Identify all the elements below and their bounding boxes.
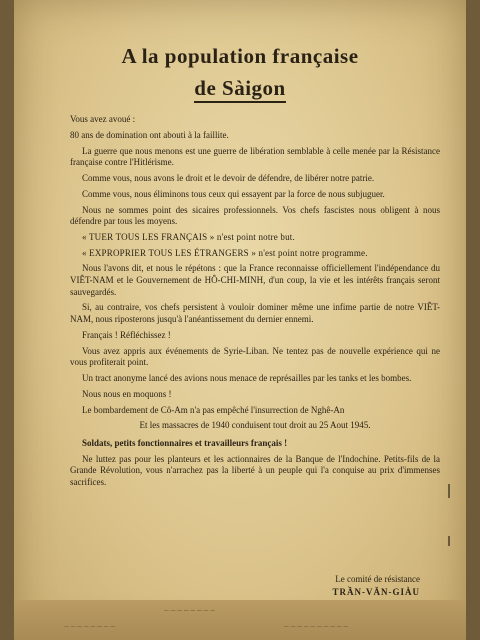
signature-committee: Le comité de résistance — [335, 574, 420, 584]
paragraph: Vous avez appris aux événements de Syrie-Liban. Ne tentez pas de nouvelle expérience qui ne vous profiterait point. — [70, 345, 440, 368]
margin-mark — [448, 536, 450, 546]
poster-footer-strip — [14, 600, 466, 640]
appeal-heading: Soldats, petits fonctionnaires et travailleurs français ! — [82, 437, 288, 448]
paragraph: Nous ne sommes point des sicaires professionnels. Vos chefs fascistes nous obligent à nous défendre par tous les moyens. — [70, 204, 440, 227]
paragraph: La guerre que nous menons est une guerre de libération semblable à celle menée par la Résistance française contre l'Hitlérisme. — [70, 145, 440, 168]
paragraph: Vous avez avoué : — [70, 114, 136, 124]
appeal-text: Ne luttez pas pour les planteurs et les actionnaires de la Banque de l'Indochine. Petits-fils de la Grande Révolution, vous n'arrachez pas la liberté à un peuple qui l'a conquise au prix d'immenses sacrifices. — [70, 453, 440, 487]
paragraph: Comme vous, nous avons le droit et le devoir de défendre, de libérer notre patrie. — [82, 172, 375, 183]
paragraph: Et les massacres de 1940 conduisent tout droit au 25 Aout 1945. — [139, 420, 371, 431]
paragraph: Nous nous en moquons ! — [82, 388, 172, 399]
footer-smudge: — — — — — — — — — — — [284, 624, 349, 630]
poster-body — [70, 114, 440, 493]
poster-title: A la population française — [121, 44, 359, 68]
margin-mark — [448, 484, 450, 498]
paragraph: Le bombardement de Cô-Am n'a pas empêché l'insurrection de Nghê-An — [82, 404, 345, 415]
paragraph: Nous l'avons dit, et nous le répétons : que la France reconnaisse officiellement l'indépendance du VIÊT-NAM et le Gouvernement de HÔ-CHI-MINH, d'un coup, la vie et les intérêts français seront sauvegardés. — [70, 263, 440, 297]
footer-smudge: — — — — — — — — — [164, 608, 216, 614]
footer-smudge: — — — — — — — — — [64, 624, 116, 630]
paragraph: « TUER TOUS LES FRANÇAIS » n'est point notre but. — [82, 231, 295, 242]
paragraph: Un tract anonyme lancé des avions nous menace de représailles par les tanks et les bombes. — [82, 372, 412, 383]
paragraph: « EXPROPRIER TOUS LES ÉTRANGERS » n'est point notre programme. — [82, 247, 368, 258]
paragraph: Français ! Réfléchissez ! — [82, 329, 171, 340]
poster-sheet — [14, 0, 466, 640]
poster-subtitle-text: de Sàigon — [194, 76, 285, 103]
paragraph: Comme vous, nous éliminons tous ceux qui essayent par la force de nous subjuguer. — [82, 188, 385, 199]
paragraph: 80 ans de domination ont abouti à la faillite. — [70, 129, 229, 140]
paragraph: Si, au contraire, vos chefs persistent à vouloir dominer même une infime partie de notre VIÊT-NAM, nous riposterons jusqu'à l'anéantissement du dernier ennemi. — [70, 302, 440, 324]
poster-subtitle — [14, 76, 466, 101]
signature-name: TRẦN-VĂN-GIÀU — [332, 587, 420, 597]
